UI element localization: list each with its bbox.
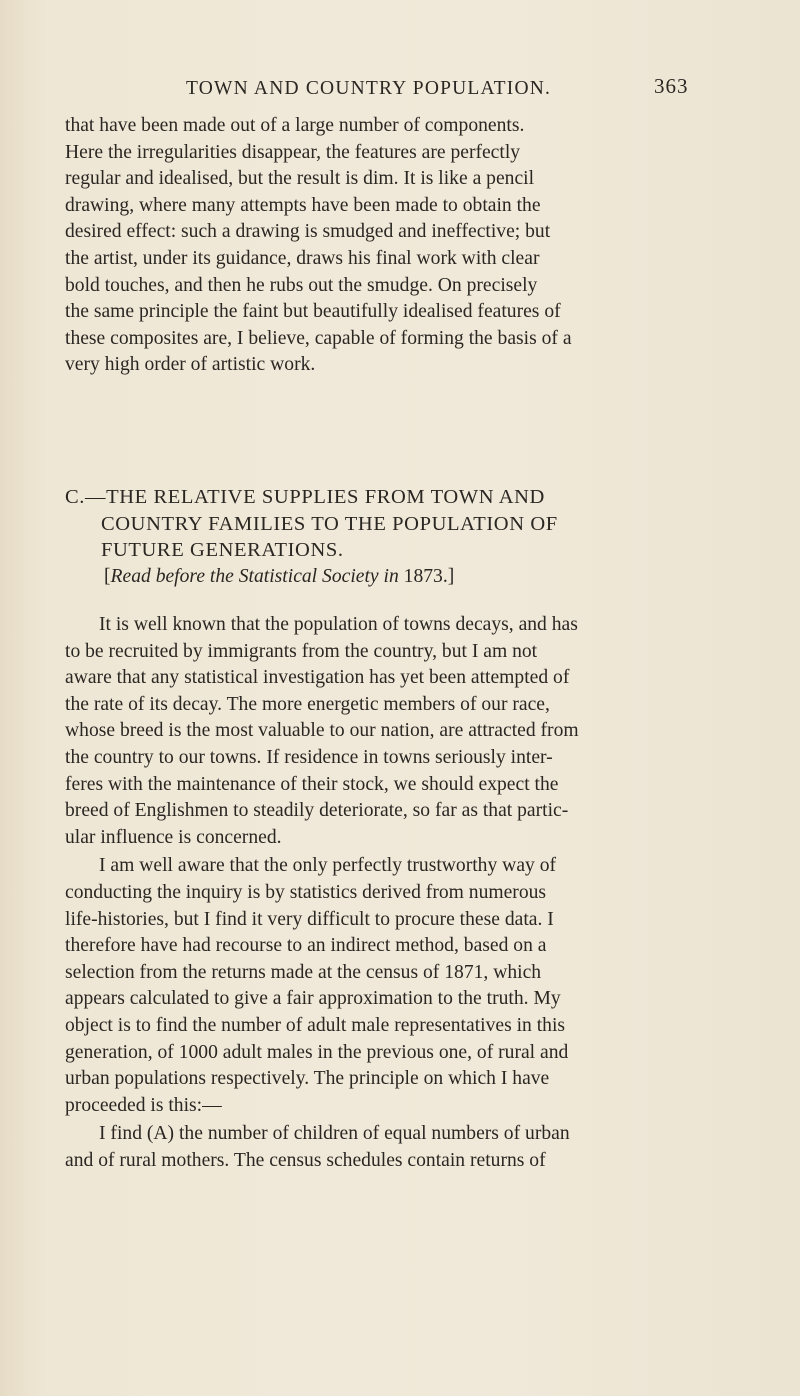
text-line: and of rural mothers. The census schedules contain returns of bbox=[65, 1149, 546, 1171]
text-line: selection from the returns made at the census of 1871, which bbox=[65, 961, 542, 983]
page-number: 363 bbox=[654, 74, 689, 98]
running-title: TOWN AND COUNTRY POPULATION. bbox=[186, 78, 552, 99]
text-line: conducting the inquiry is by statistics derived from numerous bbox=[65, 881, 547, 903]
text-line: the same principle the faint but beautifully idealised features of bbox=[65, 301, 561, 323]
paragraph bbox=[65, 1121, 695, 1174]
note-italic: Read before the Statistical Society in bbox=[110, 566, 399, 587]
text-line: proceeded is this:— bbox=[65, 1094, 222, 1116]
read-before-note bbox=[104, 566, 454, 588]
paragraph bbox=[65, 612, 695, 851]
opening-paragraph bbox=[65, 113, 693, 379]
text-line: life-histories, but I find it very difficult to procure these data. I bbox=[65, 908, 554, 930]
section-heading-line: COUNTRY FAMILIES TO THE POPULATION OF bbox=[101, 512, 558, 535]
text-line: therefore have had recourse to an indirect method, based on a bbox=[65, 935, 547, 957]
section-heading bbox=[65, 484, 705, 564]
text-line: the country to our towns. If residence in towns seriously inter- bbox=[65, 746, 553, 768]
text-line: to be recruited by immigrants from the country, but I am not bbox=[65, 640, 538, 662]
text-line: Here the irregularities disappear, the features are perfectly bbox=[65, 141, 521, 163]
text-line: I am well aware that the only perfectly trustworthy way of bbox=[99, 855, 557, 877]
text-line: ular influence is concerned. bbox=[65, 826, 282, 848]
text-line: regular and idealised, but the result is dim. It is like a pencil bbox=[65, 168, 535, 190]
text-line: whose breed is the most valuable to our nation, are attracted from bbox=[65, 720, 579, 742]
text-line: bold touches, and then he rubs out the smudge. On precisely bbox=[65, 274, 538, 296]
text-line: generation, of 1000 adult males in the previous one, of rural and bbox=[65, 1041, 569, 1063]
text-line: very high order of artistic work. bbox=[65, 354, 316, 376]
text-line: the rate of its decay. The more energetic members of our race, bbox=[65, 693, 550, 715]
section-heading-line: C.—THE RELATIVE SUPPLIES FROM TOWN AND bbox=[65, 486, 545, 508]
text-line: urban populations respectively. The principle on which I have bbox=[65, 1068, 550, 1090]
text-line: appears calculated to give a fair approximation to the truth. My bbox=[65, 988, 561, 1010]
text-line: the artist, under its guidance, draws his final work with clear bbox=[65, 247, 540, 269]
section-body bbox=[65, 612, 695, 1176]
text-line: It is well known that the population of towns decays, and has bbox=[99, 614, 578, 635]
text-line: breed of Englishmen to steadily deteriorate, so far as that partic- bbox=[65, 800, 569, 822]
paragraph bbox=[65, 853, 695, 1119]
text-line: these composites are, I believe, capable of forming the basis of a bbox=[65, 327, 572, 349]
section-heading-line: FUTURE GENERATIONS. bbox=[101, 539, 344, 562]
text-line: desired effect: such a drawing is smudged and ineffective; but bbox=[65, 221, 551, 243]
text-line: feres with the maintenance of their stock, we should expect the bbox=[65, 773, 559, 795]
note-bracket: [ bbox=[104, 566, 111, 587]
text-line: aware that any statistical investigation has yet been attempted of bbox=[65, 667, 570, 689]
text-line: drawing, where many attempts have been made to obtain the bbox=[65, 194, 541, 216]
text-line: I find (A) the number of children of equal numbers of urban bbox=[99, 1123, 570, 1145]
text-line: object is to find the number of adult male representatives in this bbox=[65, 1014, 566, 1036]
text-line: that have been made out of a large number of components. bbox=[65, 115, 525, 136]
note-year: 1873.] bbox=[398, 566, 455, 587]
